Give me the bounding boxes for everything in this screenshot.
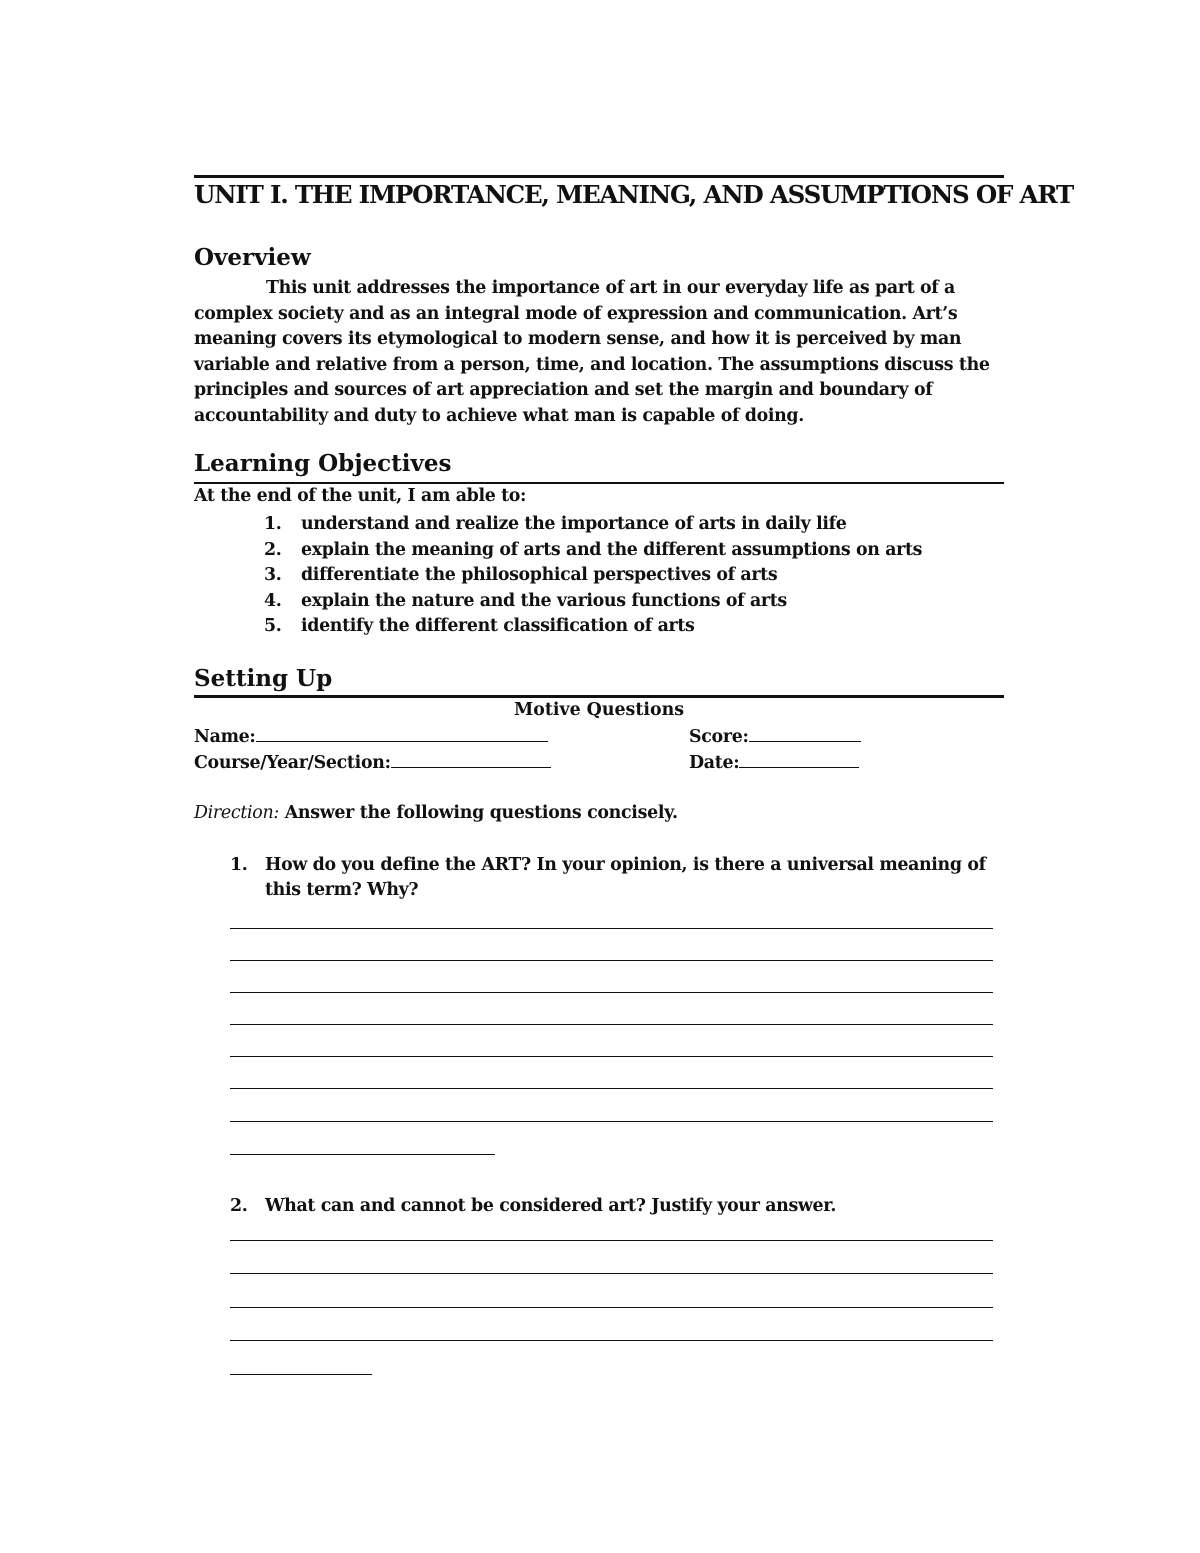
date-label: Date:: [689, 753, 740, 773]
question-text: How do you define the ART? In your opinion, is there a universal meaning of this term? Why?: [265, 855, 986, 900]
objective-item: [230, 563, 922, 589]
objective-text: understand and realize the importance of arts in daily life: [301, 514, 847, 534]
objectives-intro: At the end of the unit, I am able to:: [194, 486, 527, 506]
answer-line[interactable]: [230, 1024, 993, 1025]
objective-item: [230, 589, 922, 615]
overview-paragraph: [194, 276, 1006, 429]
motive-questions-heading: Motive Questions: [513, 700, 685, 720]
objective-number: 1.: [264, 514, 282, 534]
course-input-line[interactable]: [391, 753, 551, 768]
score-input-line[interactable]: [749, 727, 861, 742]
question-2: [230, 1194, 1010, 1219]
objective-text: explain the meaning of arts and the different assumptions on arts: [301, 539, 923, 560]
answer-line[interactable]: [230, 1121, 993, 1122]
score-field: [689, 727, 861, 747]
answer-line[interactable]: [230, 1154, 495, 1155]
objective-text: identify the different classification of arts: [301, 616, 695, 636]
overview-text: This unit addresses the importance of art in our everyday life as part of a complex society and as an integral mode of expression and communication. Art’s meaning covers its etymological to modern sense, and how it is perceived by man variable and relative from a person, time, and location. The assumptions discuss the principles and sources of art appreciation and set the margin and boundary of accountability and duty to achieve what man is capable of doing.: [194, 278, 990, 426]
objectives-list: [230, 512, 922, 640]
question-number: 1.: [230, 855, 248, 875]
objective-item: [230, 614, 922, 640]
answer-line[interactable]: [230, 1273, 993, 1274]
setting-up-heading: Setting Up: [194, 665, 333, 692]
name-input-line[interactable]: [256, 727, 548, 742]
objective-number: 3.: [264, 565, 282, 585]
objective-number: 4.: [264, 590, 282, 611]
title-top-rule: [194, 175, 1004, 178]
question-text: What can and cannot be considered art? Justify your answer.: [265, 1196, 837, 1216]
date-field: [689, 753, 859, 773]
answer-line[interactable]: [230, 1088, 993, 1089]
answer-line[interactable]: [230, 1307, 993, 1308]
answer-line[interactable]: [230, 1056, 993, 1057]
overview-heading: Overview: [194, 244, 311, 271]
name-label: Name:: [194, 727, 256, 747]
objective-text: differentiate the philosophical perspectives of arts: [301, 565, 778, 585]
direction-text: Answer the following questions concisely.: [278, 803, 678, 823]
answer-line[interactable]: [230, 928, 993, 929]
date-input-line[interactable]: [739, 753, 859, 768]
answer-line[interactable]: [230, 1340, 993, 1341]
course-field: [194, 753, 551, 773]
direction-lead: Direction:: [194, 803, 279, 823]
question-number: 2.: [230, 1196, 248, 1216]
answer-line[interactable]: [230, 1240, 993, 1241]
learning-objectives-heading: Learning Objectives: [194, 450, 452, 477]
objective-item: [230, 512, 922, 538]
answer-line[interactable]: [230, 960, 993, 961]
course-label: Course/Year/Section:: [194, 753, 391, 773]
objective-text: explain the nature and the various functions of arts: [301, 590, 787, 611]
setting-up-rule: [194, 695, 1004, 698]
objective-item: [230, 538, 922, 564]
objectives-rule: [194, 482, 1004, 484]
answer-line[interactable]: [230, 1374, 372, 1375]
direction: [194, 803, 678, 823]
score-label: Score:: [689, 727, 749, 747]
objective-number: 5.: [264, 616, 282, 636]
question-1: [230, 853, 1010, 903]
answer-line[interactable]: [230, 992, 993, 993]
name-field: [194, 727, 548, 747]
objective-number: 2.: [264, 539, 282, 560]
unit-title: UNIT I. THE IMPORTANCE, MEANING, AND ASSUMPTIONS OF ART: [194, 180, 1074, 209]
